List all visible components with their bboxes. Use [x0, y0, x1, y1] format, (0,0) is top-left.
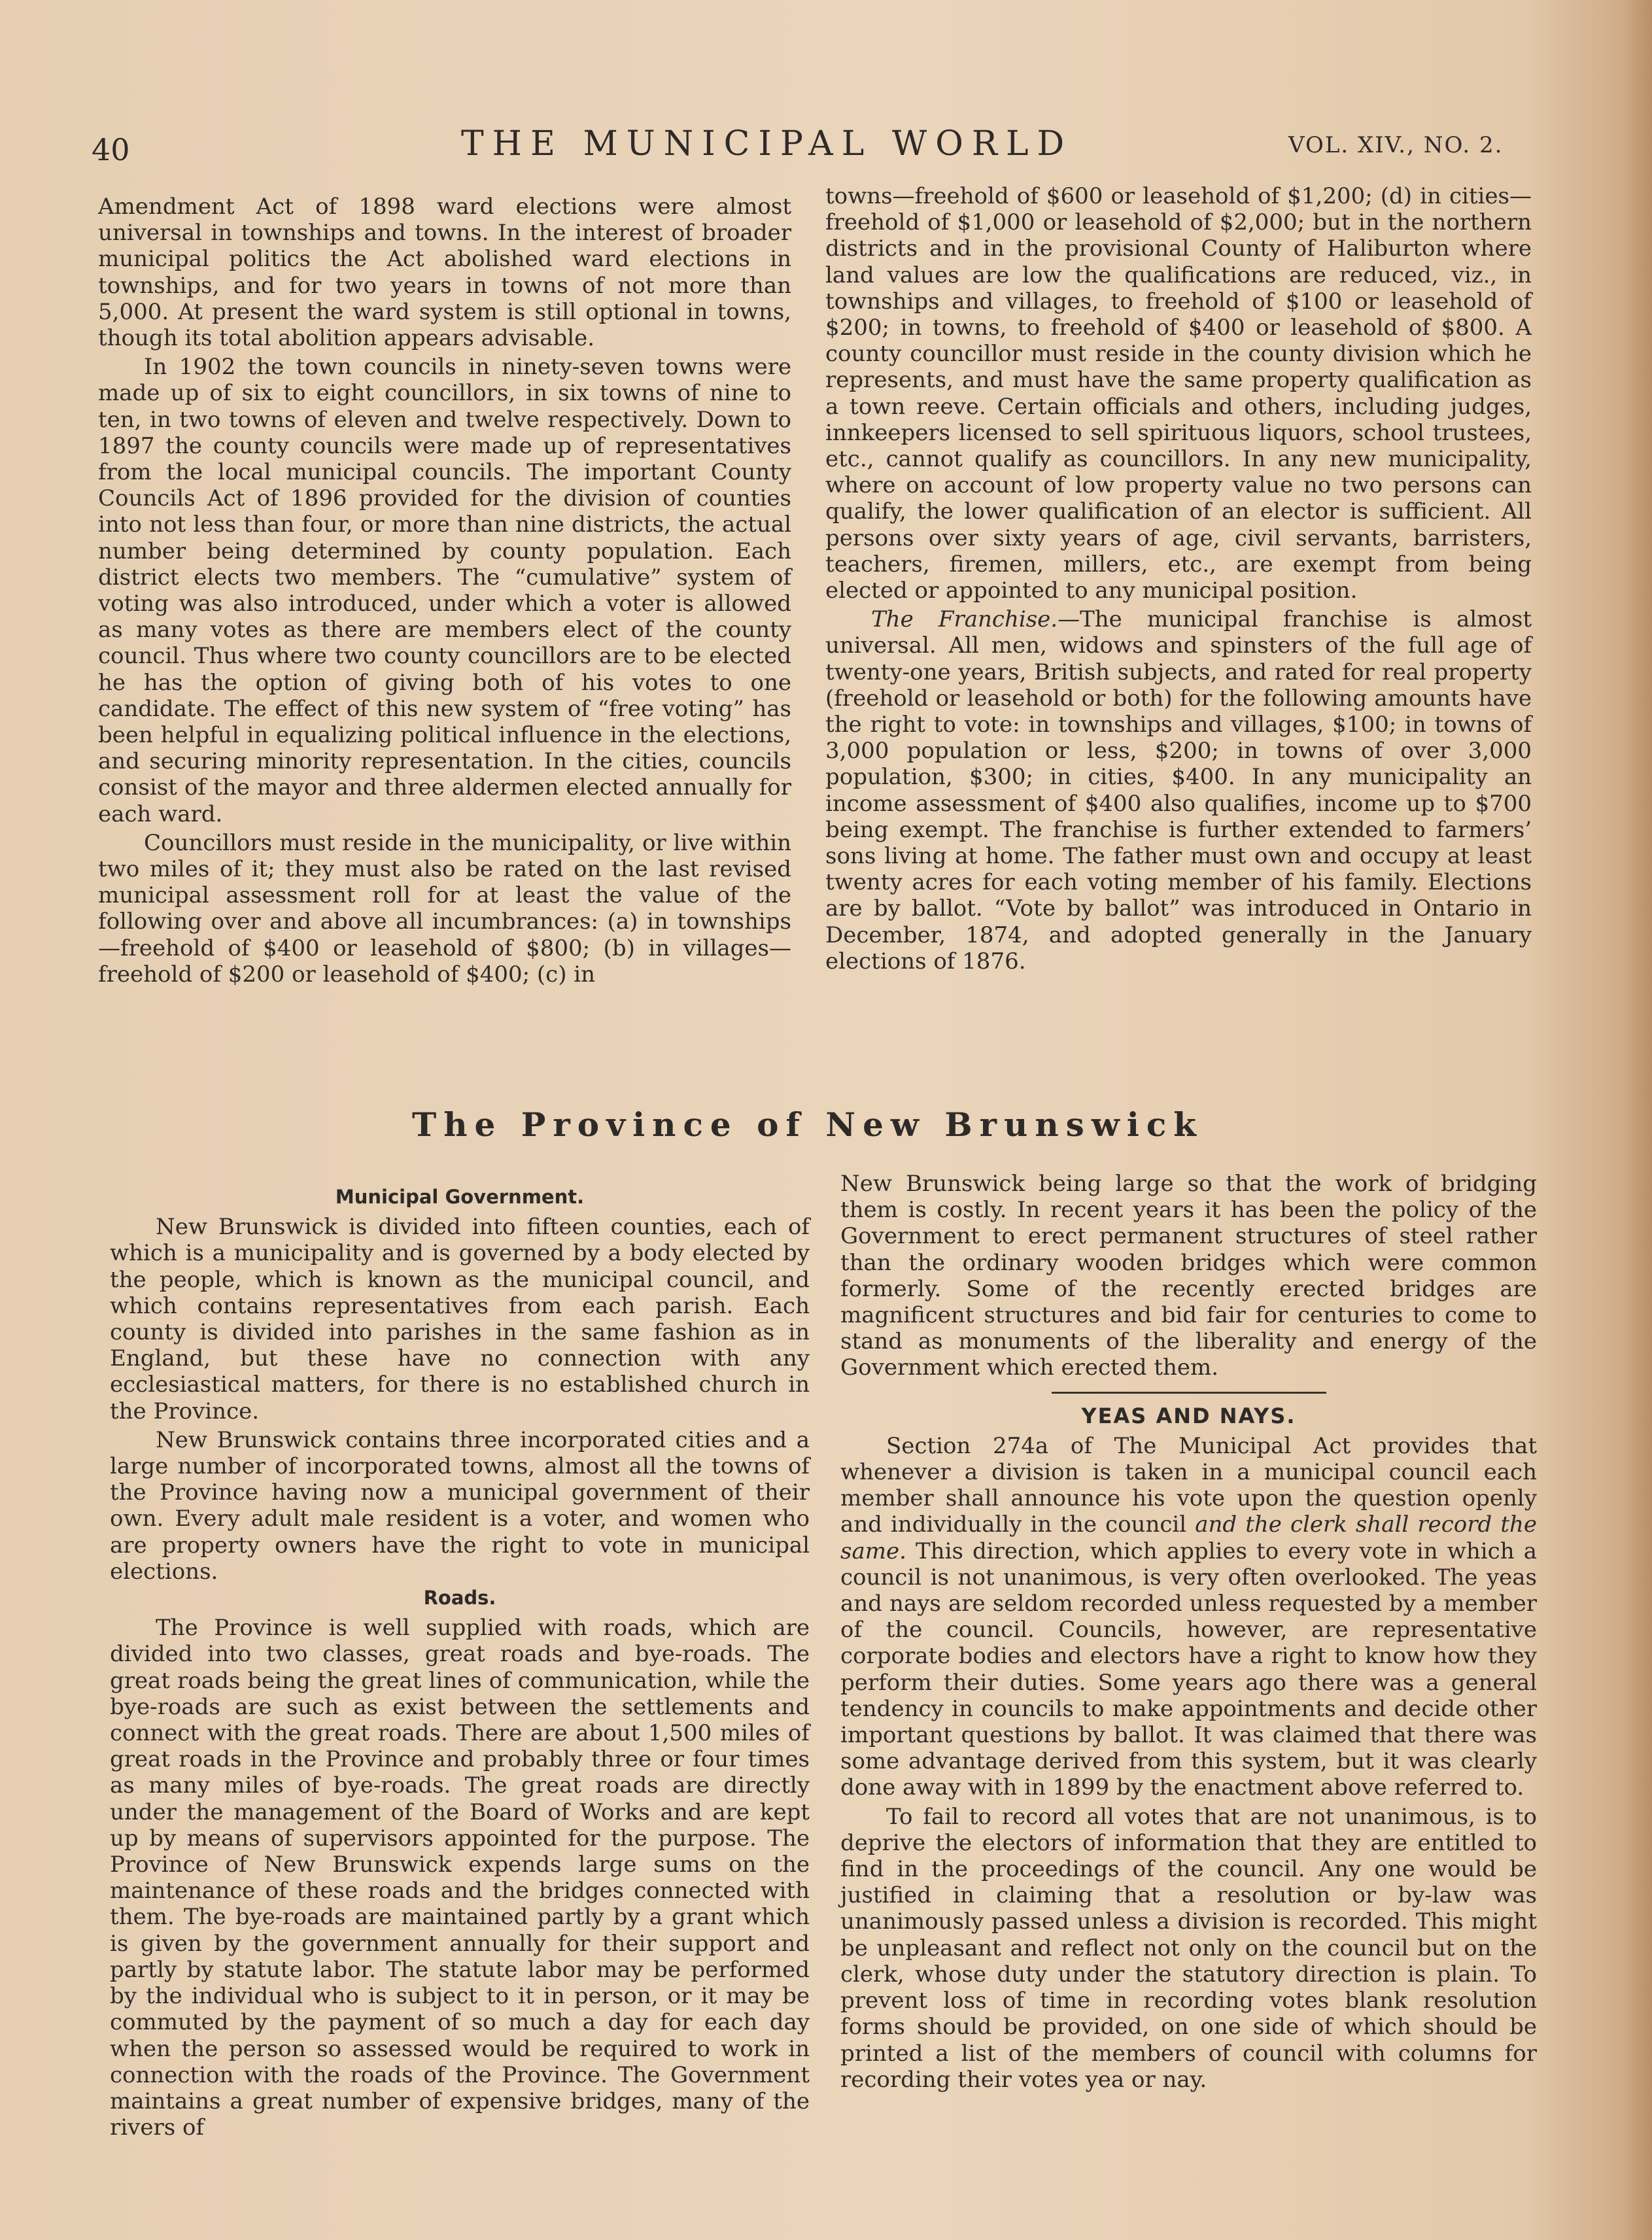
paragraph: To fail to record all votes that are not unanimous, is to deprive the electors of information that they are entitled to find in the proceedings of the council. Any one would be justified in claiming that a resolution or by-law was unanimously passed unless a division is recorded. This might be unpleasant and reflect not only on the council but on the clerk, whose duty under the statutory direction is plain. To prevent loss of time in recording votes blank resolution forms should be provided, on one side of which should be printed a list of the members of council with columns for recording their votes yea or nay.: [840, 1803, 1537, 2093]
section-title: The Province of New Brunswick: [412, 1105, 1203, 1144]
subheading-yeas-and-nays: YEAS AND NAYS.: [1081, 1403, 1296, 1428]
text-run: This direction, which applies to every vote in which a council is not unanimous, is very often overlooked. The yeas and nays are seldom recorded unless requested by a member of the council. Councils, however, are representative corporate bodies and electors have a right to know how they perform their duties. Some years ago there was a general tendency in councils to make appointments and decide other important questions by ballot. It was claimed that there was some advantage derived from this system, but it was clearly done away with in 1899 by the enactment above referred to.: [840, 1538, 1537, 1801]
paragraph: New Brunswick is divided into fifteen counties, each of which is a municipality and is governed by a body elected by the people, which is known as the municipal council, and which contains representatives from each parish. Each county is divided into parishes in the same fashion as in England, but these have no connection with any ecclesiastical matters, for there is no established church in the Province.: [110, 1214, 810, 1424]
subheading-roads: Roads.: [423, 1587, 496, 1610]
paragraph: The Province is well supplied with roads, which are divided into two classes, great roads and bye-roads. The great roads being the great lines of communication, while the bye-roads are such as exist between the settlements and connect with the great roads. There are about 1,500 miles of great roads in the Province and probably three or four times as many miles of bye-roads. The great roads are directly under the management of the Board of Works and are kept up by means of supervisors appointed for the purpose. The Province of New Brunswick expends large sums on the maintenance of these roads and the bridges connected with them. The bye-roads are maintained partly by a grant which is given by the government annually for their support and partly by statute labor. The statute labor may be performed by the individual who is subject to it in person, or it may be commuted by the payment of so much a day for each day when the person so assessed would be required to work in connection with the roads of the Province. The Government maintains a great number of expensive bridges, many of the rivers of: [110, 1615, 810, 2141]
issue-info: VOL. XIV., NO. 2.: [1288, 132, 1504, 158]
paragraph: towns—freehold of $600 or leasehold of $1,200; (d) in cities—freehold of $1,000 or leasehold of $2,000; but in the northern districts and in the provisional County of Haliburton where land values are low the qualifications are reduced, viz., in townships and villages, to freehold of $100 or leasehold of $200; in towns, to freehold of $400 or leasehold of $800. A county councillor must reside in the county division which he represents, and must have the same property qualification as a town reeve. Certain officials and others, including judges, innkeepers licensed to sell spirituous liquors, school trustees, etc., cannot qualify as councillors. In any new municipality, where on account of low property value no two persons can qualify, the lower qualification of an elector is sufficient. All persons over sixty years of age, civil servants, barristers, teachers, firemen, millers, etc., are exempt from being elected or appointed to any municipal position.: [825, 183, 1532, 604]
paragraph: New Brunswick contains three incorporated cities and a large number of incorporated towns, almost all the towns of the Province having now a municipal government of their own. Every adult male resident is a voter, and women who are property owners have the right to vote in municipal elections.: [110, 1426, 810, 1585]
franchise-text: —The municipal franchise is almost universal. All men, widows and spinsters of the full age of twenty-one years, British subjects, and rated for real property (freehold or leasehold or both) for the following amounts have the right to vote: in townships and villages, $100; in towns of 3,000 population or less, $200; in towns of over 3,000 population, $300; in cities, $400. In any municipality an income assessment of $400 also qualifies, income up to $700 being exempt. The franchise is further extended to farmers’ sons living at home. The father must own and occupy at least twenty acres for each voting member of his family. Elections are by ballot. “Vote by ballot” was introduced in Ontario in December, 1874, and adopted generally in the January elections of 1876.: [825, 606, 1532, 974]
column-left-bottom: [110, 1184, 810, 2141]
paragraph: New Brunswick being large so that the work of bridging them is costly. In recent years it has been the policy of the Government to erect permanent structures of steel rather than the ordinary wooden bridges which were common formerly. Some of the recently erected bridges are magnificent structures and bid fair for centuries to come to stand as monuments of the liberality and energy of the Government which erected them.: [840, 1171, 1537, 1381]
text-run: Section 274a of The Municipal Act provides that whenever a division is taken in a municipal council each member shall announce his vote upon the question openly and individually in the council: [840, 1432, 1537, 1538]
column-right-bottom: [840, 1171, 1537, 2093]
paragraph-franchise: [825, 606, 1532, 974]
paragraph: Amendment Act of 1898 ward elections were almost universal in townships and towns. In the interest of broader municipal politics the Act abolished ward elections in townships, and for two years in towns of not more than 5,000. At present the ward system is still optional in towns, though its total abolition appears advisable.: [98, 194, 791, 352]
paragraph-section-274a: [840, 1433, 1537, 1801]
column-left-top: [98, 194, 791, 988]
franchise-lead: The Franchise.: [871, 606, 1058, 633]
page-header: [92, 118, 1530, 170]
page-number: 40: [92, 132, 130, 167]
journal-title: THE MUNICIPAL WORLD: [461, 124, 1073, 164]
paragraph: Councillors must reside in the municipality, or live within two miles of it; they must also be rated on the last revised municipal assessment roll for at least the value of the following over and above all incumbrances: (a) in townships—freehold of $400 or leasehold of $800; (b) in villages—freehold of $200 or leasehold of $400; (c) in: [98, 829, 791, 988]
emphasis-run: and the clerk shall record the same.: [840, 1511, 1537, 1564]
divider: [1052, 1392, 1326, 1394]
subheading-municipal-government: Municipal Government.: [335, 1186, 585, 1208]
column-right-top: [825, 183, 1532, 974]
paragraph: In 1902 the town councils in ninety-seven towns were made up of six to eight councillors, in six towns of nine to ten, in two towns of eleven and twelve respectively. Down to 1897 the county councils were made up of representatives from the local municipal councils. The important County Councils Act of 1896 provided for the division of counties into not less than four, or more than nine districts, the actual number being determined by county population. Each district elects two members. The “cumulative” system of voting was also introduced, under which a voter is allowed as many votes as there are members elect of the county council. Thus where two county councillors are to be elected he has the option of giving both of his votes to one candidate. The effect of this new system of “free voting” has been helpful in equalizing political influence in the elections, and securing minority representation. In the cities, councils consist of the mayor and three aldermen elected annually for each ward.: [98, 354, 791, 827]
page-edge-wear: [1622, 0, 1652, 2240]
